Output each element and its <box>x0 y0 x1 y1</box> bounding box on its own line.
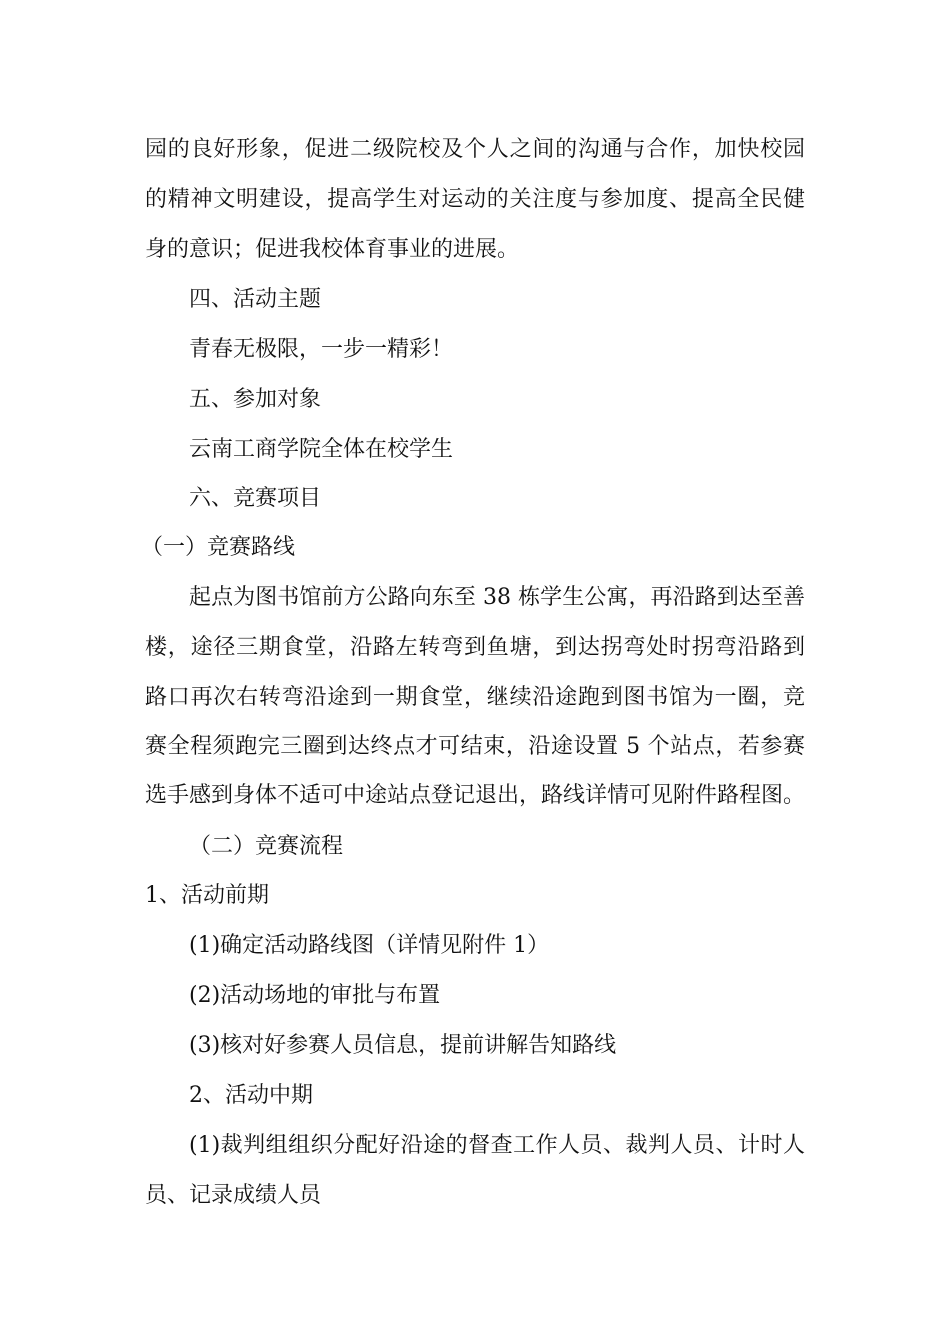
stage-1-item-2: (2)活动场地的审批与布置 <box>189 983 441 1008</box>
section-4-text: 青春无极限，一步一精彩！ <box>189 337 454 362</box>
route-line-1: 起点为图书馆前方公路向东至 38 栋学生公寓，再沿路到达至善 <box>189 585 805 610</box>
stage-1-item-1: (1)确定活动路线图（详情见附件 1） <box>189 933 550 958</box>
route-line-3: 路口再次右转弯沿途到一期食堂，继续沿途跑到图书馆为一圈，竞 <box>145 685 805 710</box>
section-5-text: 云南工商学院全体在校学生 <box>189 437 454 462</box>
section-6-heading: 六、竞赛项目 <box>189 486 322 511</box>
intro-line-1: 园的良好形象，促进二级院校及个人之间的沟通与合作，加快校园 <box>145 137 805 162</box>
sub-2-heading: （二）竞赛流程 <box>189 834 344 859</box>
stage-1-item-3: (3)核对好参赛人员信息，提前讲解告知路线 <box>189 1033 617 1058</box>
stage-2-item-1-line-1: (1)裁判组组织分配好沿途的督查工作人员、裁判人员、计时人 <box>189 1133 805 1158</box>
route-line-4: 赛全程须跑完三圈到达终点才可结束，沿途设置 5 个站点，若参赛 <box>145 734 805 759</box>
section-4-heading: 四、活动主题 <box>189 287 322 312</box>
stage-2-item-1-line-2: 员、记录成绩人员 <box>145 1183 322 1208</box>
route-line-2: 楼，途径三期食堂，沿路左转弯到鱼塘，到达拐弯处时拐弯沿路到 <box>145 635 805 660</box>
stage-1-heading: 1、活动前期 <box>145 883 269 908</box>
intro-line-3: 身的意识；促进我校体育事业的进展。 <box>145 237 520 262</box>
section-5-heading: 五、参加对象 <box>189 387 322 412</box>
route-line-5: 选手感到身体不适可中途站点登记退出，路线详情可见附件路程图。 <box>145 783 806 808</box>
sub-1-heading: （一）竞赛路线 <box>141 535 296 560</box>
intro-line-2: 的精神文明建设，提高学生对运动的关注度与参加度、提高全民健 <box>145 187 805 212</box>
stage-2-heading: 2、活动中期 <box>189 1083 313 1108</box>
